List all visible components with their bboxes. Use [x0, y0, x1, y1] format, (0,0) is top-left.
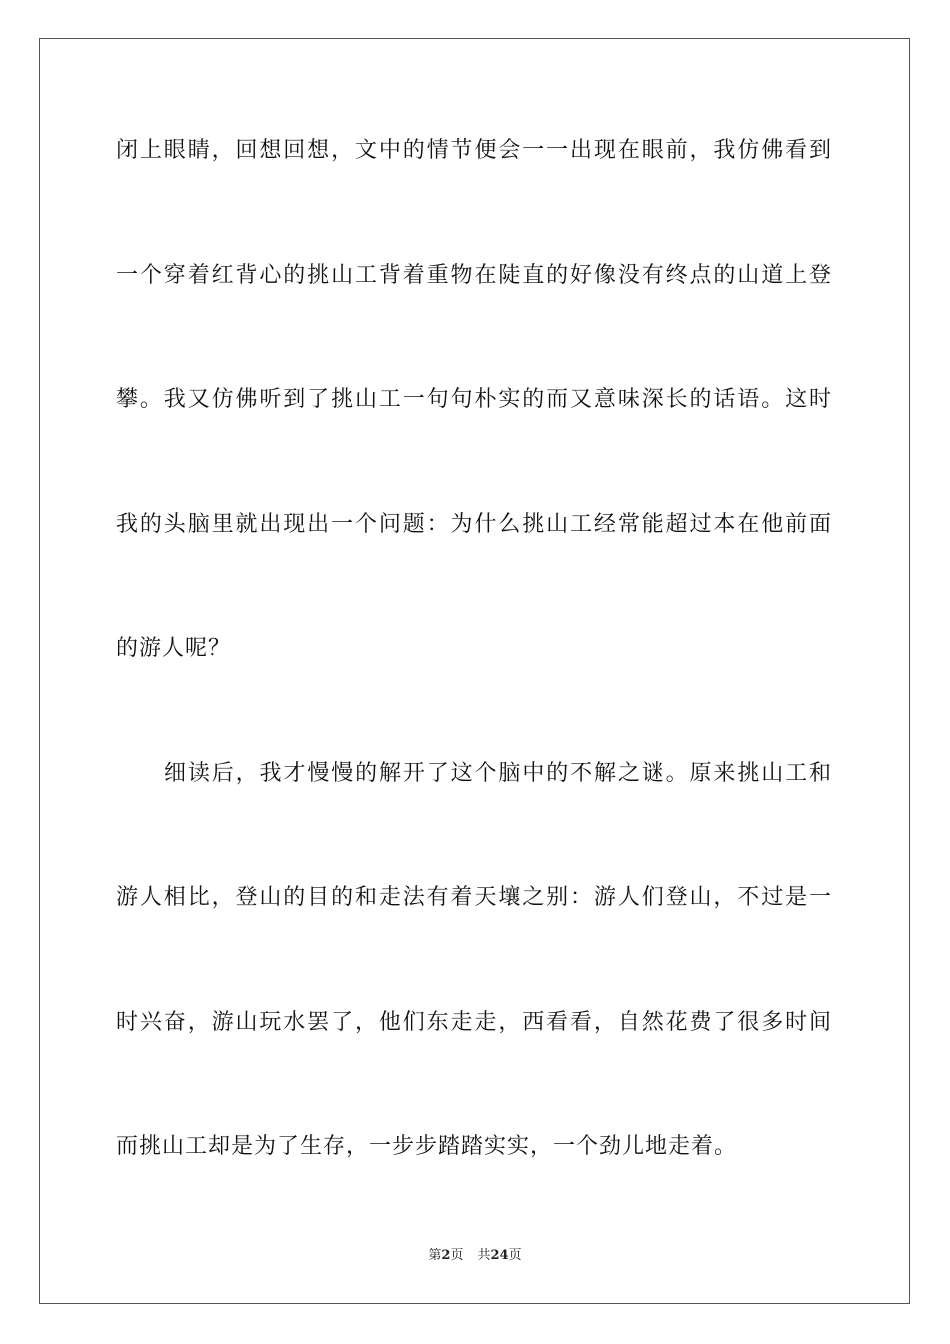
- paragraph-line-9: 而挑山工却是为了生存，一步步踏踏实实，一个劲儿地走着。: [116, 1134, 738, 1159]
- page-footer: [0, 1247, 950, 1265]
- page-frame: [39, 38, 910, 1304]
- footer-total-number: 24: [490, 1248, 509, 1263]
- paragraph-line-2: 一个穿着红背心的挑山工背着重物在陡直的好像没有终点的山道上登: [116, 263, 832, 288]
- paragraph-line-6: 细读后，我才慢慢的解开了这个脑中的不解之谜。原来挑山工和: [164, 761, 832, 786]
- paragraph-line-1: 闭上眼睛，回想回想，文中的情节便会一一出现在眼前，我仿佛看到: [116, 138, 832, 163]
- footer-page-number: 2: [441, 1248, 451, 1263]
- paragraph-line-4: 我的头脑里就出现出一个问题：为什么挑山工经常能超过本在他前面: [116, 512, 832, 537]
- footer-total-prefix: 共: [477, 1248, 491, 1263]
- paragraph-line-5: 的游人呢？: [116, 636, 232, 661]
- paragraph-line-8: 时兴奋，游山玩水罢了，他们东走走，西看看，自然花费了很多时间: [116, 1010, 832, 1035]
- footer-page-prefix: 第: [428, 1248, 442, 1263]
- paragraph-line-7: 游人相比，登山的目的和走法有着天壤之别：游人们登山，不过是一: [116, 885, 832, 910]
- paragraph-line-3: 攀。我又仿佛听到了挑山工一句句朴实的而又意味深长的话语。这时: [116, 387, 832, 412]
- footer-page-suffix: 页: [450, 1248, 464, 1263]
- footer-total-suffix: 页: [508, 1248, 522, 1263]
